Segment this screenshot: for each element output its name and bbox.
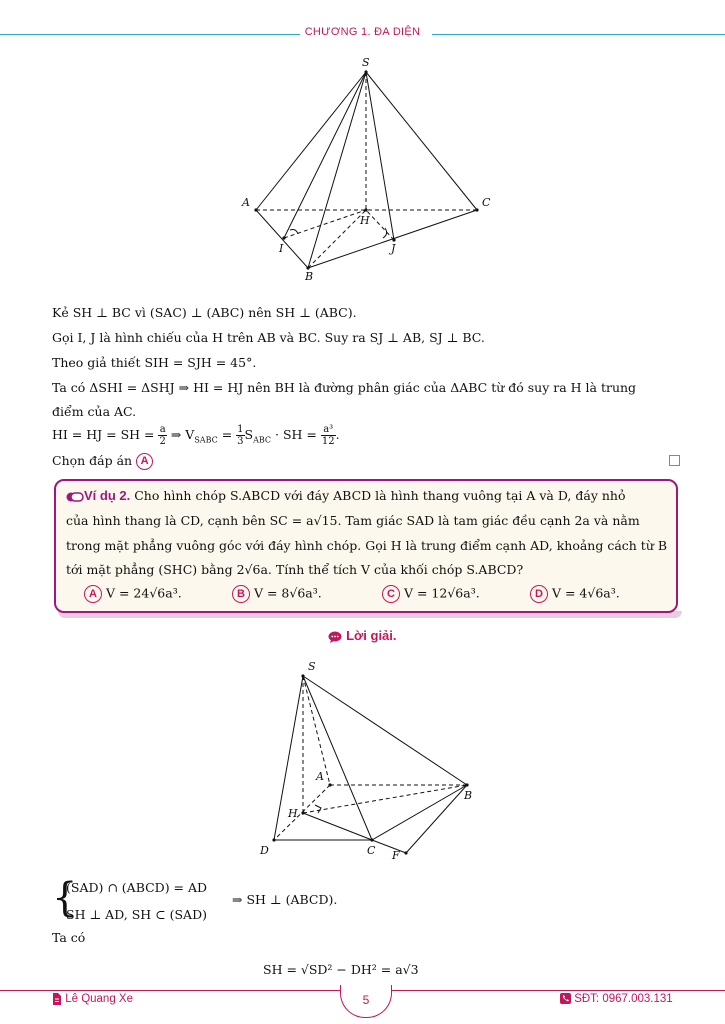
document-icon <box>52 993 62 1005</box>
label2-B: B <box>464 789 473 802</box>
system-line-1: (SAD) ∩ (ABCD) = AD <box>66 880 208 895</box>
label2-C: C <box>367 844 376 857</box>
option-a-badge: A <box>84 585 102 603</box>
example-line-3: trong mặt phẳng vuông góc với đáy hình chóp. Gọi H là trung điểm cạnh AD, khoảng cách từ B <box>66 538 668 553</box>
label2-F: F <box>392 849 400 862</box>
choose-answer-line: Chọn đáp án A <box>52 453 153 470</box>
label-C: C <box>482 196 491 209</box>
label-B: B <box>305 270 314 283</box>
text-line-6: HI = HJ = SH = $\frac{a}{2}$ ⇒ $V_{SABC}$ = $\frac{1}{3}$ $S_{ABC}$ · SH = $\frac{\text{a³}}{12}$ . <box>52 424 340 447</box>
label2-H: H <box>288 807 298 820</box>
answer-badge: A <box>136 453 153 470</box>
option-b[interactable]: B V = 8√6a³. <box>232 585 322 603</box>
example-title: Ví dụ 2. <box>84 488 131 503</box>
footer-phone: SĐT: 0967.003.131 <box>560 993 673 1005</box>
option-a[interactable]: A V = 24√6a³. <box>84 585 182 603</box>
text-line-2: Gọi I, J là hình chiếu của H trên AB và BC. Suy ra SJ ⊥ AB, SJ ⊥ BC. <box>52 330 485 345</box>
option-d[interactable]: D V = 4√6a³. <box>530 585 620 603</box>
label-A: A <box>242 196 250 209</box>
label-H: H <box>360 214 370 227</box>
phone-icon <box>560 993 571 1004</box>
pyramid-figure-1 <box>0 0 725 300</box>
label-S: S <box>362 56 370 69</box>
label-J: J <box>391 242 396 255</box>
pencil-icon <box>66 492 84 502</box>
qed-square <box>669 455 680 466</box>
label2-A: A <box>316 770 324 783</box>
option-c-badge: C <box>382 585 400 603</box>
formula-line: SH = √SD² − DH² = a√3 <box>263 962 419 977</box>
example-line-2: của hình thang là CD, cạnh bên SC = a√15. Tam giác SAD là tam giác đều cạnh 2a và nằm <box>66 513 640 528</box>
text-line-3: Theo giả thiết SIH = SJH = 45°. <box>52 355 257 370</box>
option-c[interactable]: C V = 12√6a³. <box>382 585 480 603</box>
system-brace: { <box>52 875 78 921</box>
label2-S: S <box>308 660 316 673</box>
text-line-1: Kẻ SH ⊥ BC vì (SAC) ⊥ (ABC) nên SH ⊥ (ABC). <box>52 305 357 320</box>
example-line-4: tới mặt phẳng (SHC) bằng 2√6a. Tính thể tích V của khối chóp S.ABCD? <box>66 562 524 577</box>
text-line-4: Ta có ΔSHI = ΔSHJ ⇒ HI = HJ nên BH là đường phân giác của ΔABC từ đó suy ra H là trung <box>52 380 637 395</box>
ta-co-line: Ta có <box>52 930 86 945</box>
page-number: 5 <box>340 985 392 1018</box>
system-result: ⇒ SH ⊥ (ABCD). <box>232 892 338 907</box>
example-line-1: Ví dụ 2. Cho hình chóp S.ABCD với đáy ABCD là hình thang vuông tại A và D, đáy nhỏ <box>66 488 626 504</box>
system-line-2: SH ⊥ AD, SH ⊂ (SAD) <box>66 907 207 922</box>
speech-bubble-icon <box>328 631 342 643</box>
option-d-badge: D <box>530 585 548 603</box>
option-b-badge: B <box>232 585 250 603</box>
solution-title: Lời giải. <box>0 628 725 643</box>
footer-author: Lê Quang Xe <box>52 993 133 1005</box>
text-line-5: điểm của AC. <box>52 404 137 419</box>
label-I: I <box>279 242 284 255</box>
chapter-title: CHƯƠNG 1. ĐA DIỆN <box>0 26 725 38</box>
label2-D: D <box>260 844 269 857</box>
pyramid-figure-2 <box>0 650 725 880</box>
